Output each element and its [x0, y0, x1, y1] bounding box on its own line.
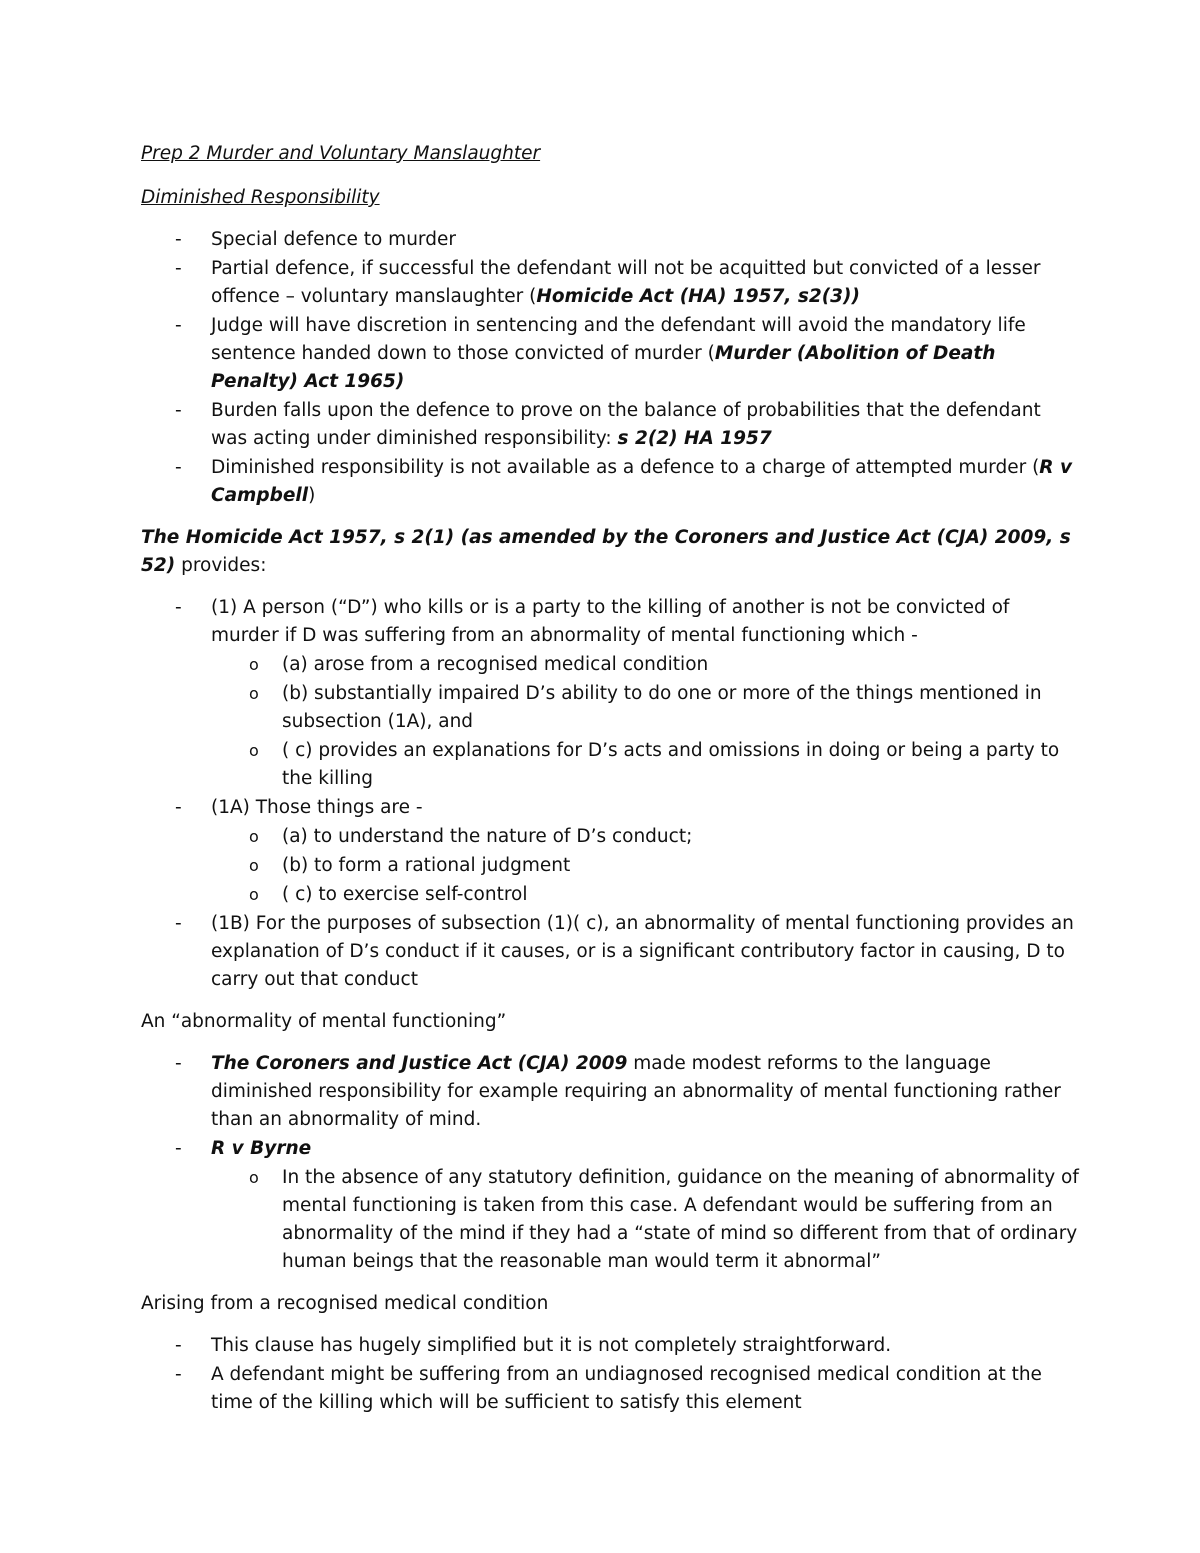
section-heading-abnormality: An “abnormality of mental functioning” — [141, 1011, 507, 1032]
text-run: Burden falls upon the defence to prove on the balance of probabilities that the defendant was acting under diminished responsibility: — [211, 400, 1041, 449]
sub-list-container — [141, 651, 1080, 793]
section2-intro — [141, 524, 1080, 580]
text-run: ( c) to exercise self-control — [282, 884, 528, 905]
circle-bullet-icon: o — [249, 856, 259, 875]
sub-list-item — [141, 1164, 1080, 1276]
dash-bullet-icon: - — [175, 229, 182, 250]
sub-list-item — [141, 852, 1080, 880]
document-title: Prep 2 Murder and Voluntary Manslaughter — [141, 143, 541, 164]
list-item — [141, 454, 1080, 510]
sub-list-item — [141, 680, 1080, 736]
list-item — [141, 312, 1080, 396]
list-item — [141, 255, 1080, 311]
text-run: (b) substantially impaired D’s ability to do one or more of the things mentioned in subsection (1A), and — [282, 683, 1042, 732]
section3-list — [141, 1050, 1080, 1276]
dash-bullet-icon: - — [175, 797, 182, 818]
circle-bullet-icon: o — [249, 1168, 259, 1187]
text-run: (1A) Those things are - — [211, 797, 423, 818]
citation-text: Murder (Abolition of Death Penalty) Act 1965) — [211, 343, 996, 392]
text-run: A defendant might be suffering from an undiagnosed recognised medical condition at the time of the killing which will be sufficient to satisfy this element — [211, 1364, 1042, 1413]
sub-list-item — [141, 823, 1080, 851]
sub-list — [141, 823, 1080, 909]
list-item — [141, 226, 1080, 254]
citation-text: R v Campbell — [211, 457, 1073, 506]
dash-bullet-icon: - — [175, 1138, 182, 1159]
section2-list — [141, 594, 1080, 994]
text-run: Partial defence, if successful the defendant will not be acquitted but convicted of a lesser offence – voluntary manslaughter ( — [211, 258, 1041, 307]
text-run: (b) to form a rational judgment — [282, 855, 571, 876]
text-run: Diminished responsibility is not available as a defence to a charge of attempted murder ( — [211, 457, 1040, 478]
list-item — [141, 594, 1080, 650]
text-run: Special defence to murder — [211, 229, 456, 250]
dash-bullet-icon: - — [175, 913, 182, 934]
text-run: made modest reforms to the language diminished responsibility for example requiring an abnormality of mental functioning rather than an abnormality of mind. — [211, 1053, 1061, 1130]
list-item — [141, 1332, 1080, 1360]
dash-bullet-icon: - — [175, 457, 182, 478]
list-item — [141, 794, 1080, 822]
citation-text: The Homicide Act 1957, s 2(1) (as amended by the Coroners and Justice Act (CJA) 2009, s 52) — [141, 527, 1071, 576]
citation-text: s 2(2) HA 1957 — [617, 428, 772, 449]
text-run: ( c) provides an explanations for D’s acts and omissions in doing or being a party to the killing — [282, 740, 1060, 789]
dash-bullet-icon: - — [175, 1053, 182, 1074]
citation-text: Homicide Act (HA) 1957, s2(3)) — [536, 286, 860, 307]
text-run: In the absence of any statutory definition, guidance on the meaning of abnormality of mental functioning is taken from this case. A defendant would be suffering from an abnormality of the mind if they had a “state of mind so different from that of ordinary human beings that the reasonable man would term it abnormal” — [282, 1167, 1079, 1272]
citation-text: The Coroners and Justice Act (CJA) 2009 — [211, 1053, 628, 1074]
citation-text: R v Byrne — [211, 1138, 312, 1159]
circle-bullet-icon: o — [249, 827, 259, 846]
section-heading-medical-condition: Arising from a recognised medical condition — [141, 1293, 549, 1314]
text-run: provides: — [175, 555, 267, 576]
dash-bullet-icon: - — [175, 315, 182, 336]
text-run: ) — [308, 485, 316, 506]
text-run: This clause has hugely simplified but it is not completely straightforward. — [211, 1335, 892, 1356]
text-run: (1) A person (“D”) who kills or is a party to the killing of another is not be convicted of murder if D was suffering from an abnormality of mental functioning which - — [211, 597, 1010, 646]
sub-list-item — [141, 881, 1080, 909]
circle-bullet-icon: o — [249, 684, 259, 703]
dash-bullet-icon: - — [175, 258, 182, 279]
dash-bullet-icon: - — [175, 1335, 182, 1356]
sub-list-item — [141, 737, 1080, 793]
circle-bullet-icon: o — [249, 885, 259, 904]
list-item — [141, 1135, 1080, 1163]
list-item — [141, 1361, 1080, 1417]
text-run: Judge will have discretion in sentencing and the defendant will avoid the mandatory life sentence handed down to those convicted of murder ( — [211, 315, 1026, 364]
text-run: (a) arose from a recognised medical condition — [282, 654, 709, 675]
circle-bullet-icon: o — [249, 655, 259, 674]
text-run: (a) to understand the nature of D’s conduct; — [282, 826, 693, 847]
dash-bullet-icon: - — [175, 1364, 182, 1385]
list-item — [141, 910, 1080, 994]
sub-list-container — [141, 823, 1080, 909]
list-item — [141, 1050, 1080, 1134]
section1-list — [141, 226, 1080, 510]
sub-list — [141, 1164, 1080, 1276]
list-item — [141, 397, 1080, 453]
sub-list — [141, 651, 1080, 793]
section4-list — [141, 1332, 1080, 1417]
circle-bullet-icon: o — [249, 741, 259, 760]
text-run: (1B) For the purposes of subsection (1)( c), an abnormality of mental functioning provides an explanation of D’s conduct if it causes, or is a significant contributory factor in causing, D to carry out that conduct — [211, 913, 1074, 990]
sub-list-item — [141, 651, 1080, 679]
dash-bullet-icon: - — [175, 400, 182, 421]
sub-list-container — [141, 1164, 1080, 1276]
dash-bullet-icon: - — [175, 597, 182, 618]
section-heading-diminished-responsibility: Diminished Responsibility — [141, 187, 380, 208]
